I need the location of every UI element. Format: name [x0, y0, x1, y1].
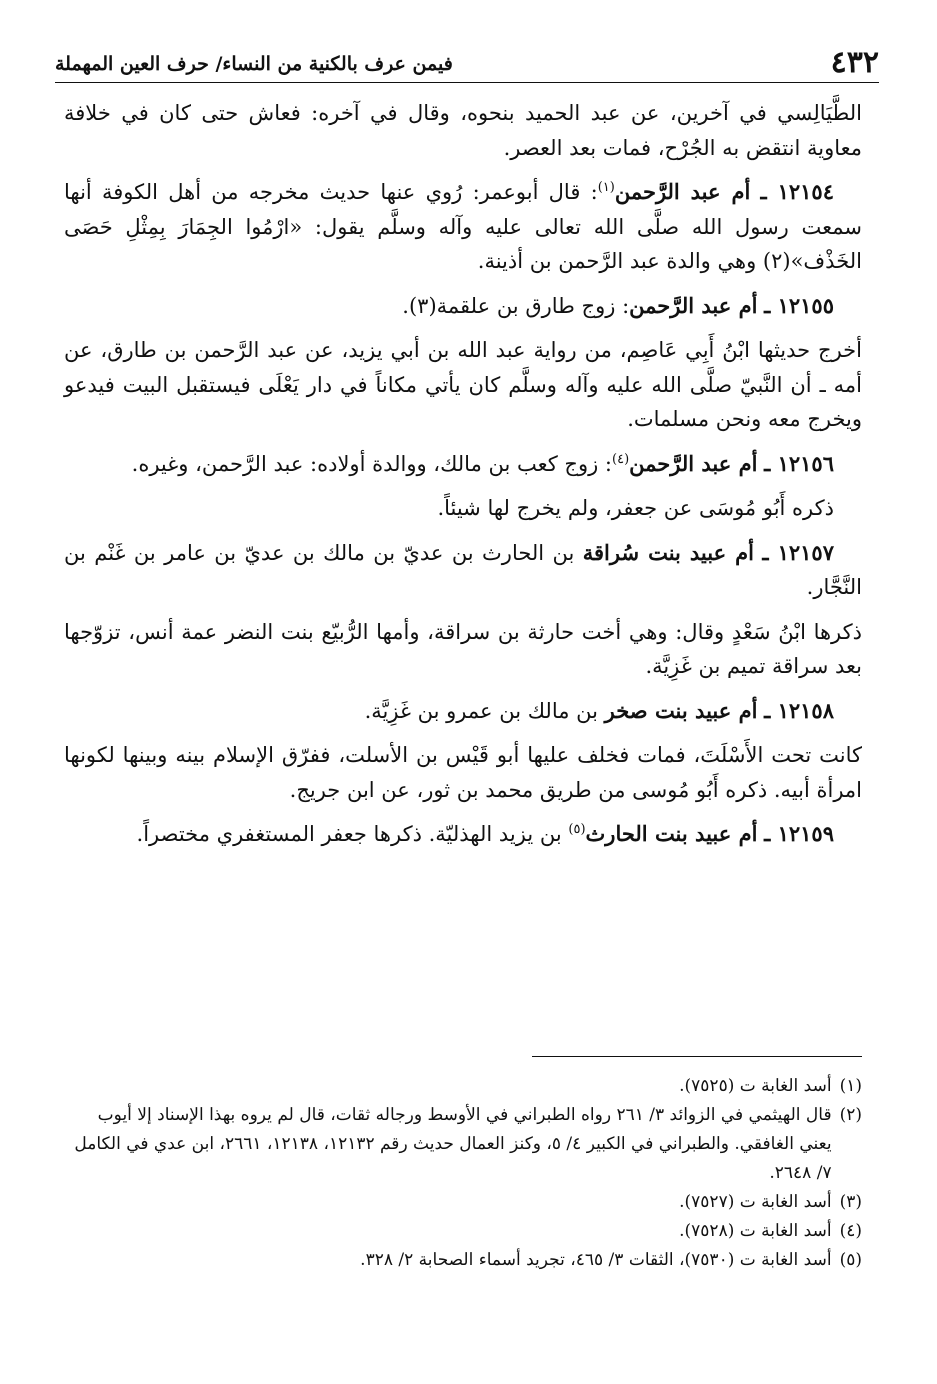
paragraph-text: كانت تحت الأَسْلَتَ، فمات فخلف عليها أبو قَيْس بن الأسلت، ففرّق الإسلام بينه وبينها لكونها امرأة أبيه. ذكره أَبُو مُوسى من طريق محمد بن ثور، عن ابن جريج. [64, 743, 862, 802]
paragraph-text: أخرج حديثها ابْنُ أَبِي عَاصِم، من رواية عبد الله بن أبي يزيد، عن عبد الرَّحمن بن طارق، عن أمه ـ أن النَّبيّ صلَّى الله عليه وآله وسلَّم كان يأتي مكاناً في دار يَعْلَى فيستقبل البيت فيدعو ويخرج معه ونحن مسلمات. [64, 338, 862, 431]
entry-12156 [64, 447, 862, 482]
entry-12158 [64, 694, 862, 729]
paragraph [64, 96, 862, 165]
footnotes [64, 1072, 862, 1275]
entry-12157 [64, 536, 862, 605]
entry-number: ١٢١٥٦ ـ [764, 450, 834, 476]
footnote-4 [64, 1217, 862, 1246]
footnote-text: أسد الغابة ت (٧٥٢٥). [679, 1076, 832, 1096]
entry-name: أم عبيد بنت صخر [604, 697, 758, 723]
footnote-text: قال الهيثمي في الزوائد ٣/ ٢٦١ رواه الطبراني في الأوسط ورجاله ثقات، قال لم يروه بهذا الإسناد إلا أيوب يعني الغافقي. والطبراني في الكبير ٤/ ٥، وكنز العمال حديث رقم ١٢١٣٢، ١٢١٣٨، ٢٦٦١، ابن عدي في الكامل ٧/ ٢٦٤٨. [74, 1105, 832, 1183]
entry-number: ١٢١٥٧ ـ [762, 539, 834, 565]
footnote-ref: (١) [597, 180, 615, 195]
running-title: فيمن عرف بالكنية من النساء/ حرف العين المهملة [55, 53, 453, 75]
footnote-label: (٣) [839, 1192, 862, 1212]
footnote-ref: (٥) [568, 822, 586, 837]
footnote-ref: (٤) [612, 451, 630, 467]
entry-name: أم عبيد بنت سُراقة [582, 539, 755, 565]
body-text [64, 96, 862, 862]
paragraph [64, 615, 862, 684]
entry-number: ١٢١٥٥ ـ [764, 292, 834, 318]
entry-number: ١٢١٥٤ ـ [760, 179, 834, 204]
entry-12159 [64, 817, 862, 852]
page-number: ٤٣٢ [830, 45, 879, 80]
entry-text: : زوج كعب بن مالك، ووالدة أولاده: عبد الرَّحمن، وغيره. [131, 451, 613, 476]
entry-12154 [64, 175, 862, 279]
entry-text: بن يزيد الهذليّة. ذكرها جعفر المستغفري مختصراً. [136, 822, 569, 846]
footnote-label: (٥) [839, 1250, 862, 1270]
footnote-text: أسد الغابة ت (٧٥٣٠)، الثقات ٣/ ٤٦٥، تجريد أسماء الصحابة ٢/ ٣٢٨. [360, 1250, 832, 1270]
paragraph [64, 491, 862, 526]
entry-name: أم عبد الرَّحمن [614, 179, 751, 204]
paragraph-text: الطَّيَالِسي في آخرين، عن عبد الحميد بنحوه، وقال في آخره: فعاش حتى كان في خلافة معاوية انتقض به الجُرْح، فمات بعد العصر. [64, 101, 862, 160]
footnote-text: أسد الغابة ت (٧٥٢٧). [679, 1192, 832, 1212]
entry-12155 [64, 289, 862, 324]
entry-name: أم عبيد بنت الحارث [585, 821, 758, 846]
footnote-3 [64, 1188, 862, 1217]
entry-text: بن مالك بن عمرو بن غَزِيَّة. [364, 698, 605, 723]
entry-number: ١٢١٥٩ ـ [764, 821, 834, 846]
footnote-label: (٤) [839, 1221, 862, 1241]
page-header [55, 38, 879, 83]
footnote-label: (٢) [839, 1105, 862, 1125]
footnote-2 [64, 1101, 862, 1188]
entry-text: : زوج طارق بن علقمة(٣). [402, 293, 630, 318]
entry-text: بن الحارث بن عديّ بن مالك بن عديّ بن عامر بن غَنْم بن النَّجَّار. [64, 540, 862, 599]
paragraph-text: ذكرها ابْنُ سَعْدٍ وقال: وهي أخت حارثة بن سراقة، وأمها الرُّبيّع بنت النضر عمة أنس، تزوّجها بعد سراقة تميم بن غَزِيَّة. [64, 619, 862, 678]
entry-number: ١٢١٥٨ ـ [764, 697, 834, 723]
paragraph [64, 333, 862, 437]
footnote-label: (١) [839, 1076, 862, 1096]
footnote-text: أسد الغابة ت (٧٥٢٨). [679, 1221, 832, 1241]
footnote-5 [64, 1246, 862, 1275]
paragraph-text: ذكره أَبُو مُوسَى عن جعفر، ولم يخرج لها شيئاً. [437, 496, 834, 520]
footnote-divider [532, 1056, 862, 1057]
entry-text: : قال أبوعمر: رُوي عنها حديث مخرجه من أهل الكوفة أنها سمعت رسول الله صلَّى الله تعالى عليه وآله وسلَّم يقول: «ارْمُوا الجِمَارَ بِمِثْلِ حَصَى الخَذْف»(٢) وهي والدة عبد الرَّحمن بن أذينة. [64, 180, 862, 273]
footnote-1 [64, 1072, 862, 1101]
entry-name: أم عبد الرَّحمن [629, 292, 758, 318]
paragraph [64, 738, 862, 807]
entry-name: أم عبد الرَّحمن [629, 450, 758, 476]
